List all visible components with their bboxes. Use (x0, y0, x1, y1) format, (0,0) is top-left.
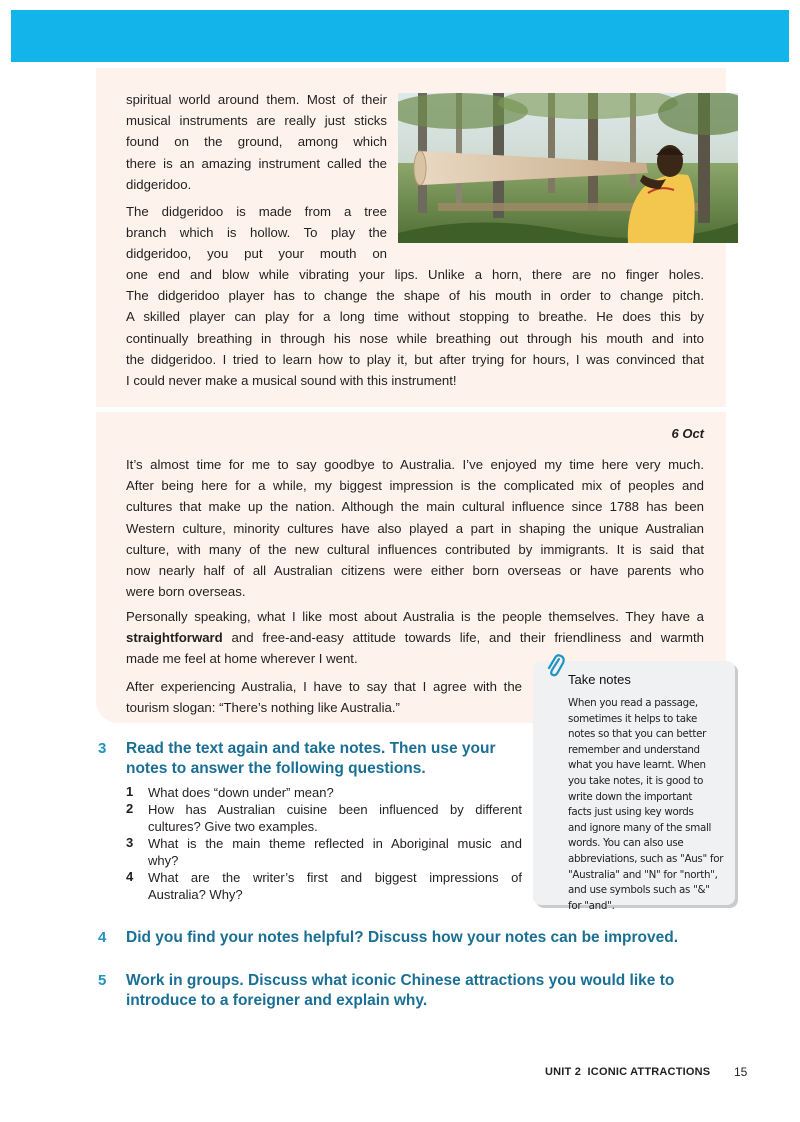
text-line: didgeridoo, you put your mouth on (126, 246, 387, 262)
tip-line: write down the important (568, 790, 693, 803)
text-line: branch which is hollow. To play the (126, 225, 387, 241)
text-line: didgeridoo. (126, 176, 192, 192)
text-line: made me feel at home wherever I went. (126, 651, 358, 667)
heading-line: introduce to a foreigner and explain why. (126, 992, 428, 1009)
text-line: found on the ground, among which (126, 134, 387, 150)
text-line: continually breathing in through his nose while breathing out through his mouth and into (126, 330, 704, 346)
diary-date: 6 Oct (671, 426, 704, 441)
bold-keyword: straightforward (126, 630, 223, 646)
tip-line: sometimes it helps to take (568, 712, 698, 725)
question-line: why? (148, 853, 179, 868)
task-3-heading (126, 739, 496, 779)
tip-title: Take notes (568, 672, 631, 687)
paragraph-didgeridoo-wide (126, 264, 704, 391)
text-line: I could never make a musical sound with this instrument! (126, 373, 457, 389)
tip-line: what you have learnt. When (568, 759, 706, 772)
top-banner (11, 10, 789, 62)
task-5-heading (126, 971, 674, 1011)
tip-line: notes so that you can better (568, 728, 707, 741)
heading-line: Work in groups. Discuss what iconic Chinese attractions you would like to (126, 972, 675, 989)
text-line: one end and blow while vibrating your lips. Unlike a horn, there are no finger holes. (126, 267, 704, 282)
question-line: How has Australian cuisine been influenced by different (148, 802, 522, 817)
tip-line: abbreviations, such as "Aus" for (568, 852, 724, 865)
question-3 (148, 835, 522, 869)
text-line: After experiencing Australia, I have to say that I agree with the (126, 679, 522, 694)
question-2 (148, 801, 522, 835)
paragraph-goodbye (126, 454, 704, 602)
tip-line: for "and". (568, 899, 615, 912)
text-line: After being here for a while, my biggest impression is the complicated mix of peoples and (126, 478, 704, 494)
tip-line: When you read a passage, (568, 697, 698, 709)
text-line: It’s almost time for me to say goodbye to Australia. I’ve enjoyed my time here very much. (126, 457, 704, 472)
tip-line: "Australia" and "N" for "north", (568, 868, 718, 881)
text-line: musical instruments are really just sticks (126, 113, 387, 129)
text-line: A skilled player can play for a long time without stopping to breathe. He does this by (126, 309, 704, 325)
text-line: The didgeridoo is made from a tree (126, 204, 387, 219)
tip-line: you take notes, it is good to (568, 774, 704, 787)
text-line: the didgeridoo. I tried to learn how to play it, but after trying for hours, I was convinced that (126, 351, 704, 367)
question-number: 4 (126, 869, 134, 884)
tip-line: facts just using key words (568, 806, 694, 819)
text-line: The didgeridoo player has to change the shape of his mouth in order to change pitch. (126, 288, 704, 304)
footer-unit-title: UNIT 2 ICONIC ATTRACTIONS (545, 1066, 711, 1078)
tip-line: words. You can also use (568, 837, 684, 850)
task-5-number: 5 (98, 972, 107, 989)
didgeridoo-player-photo (398, 93, 738, 243)
question-number: 3 (126, 835, 134, 850)
text-line: Personally speaking, what I like most about Australia is the people themselves. They have a (126, 609, 704, 624)
tip-line: remember and understand (568, 743, 700, 756)
question-number: 1 (126, 784, 134, 799)
text-line: tourism slogan: “There’s nothing like Australia.” (126, 700, 400, 716)
text-line: Western culture, minority cultures have also played a part in shaping the unique Australian (126, 520, 704, 536)
question-1 (148, 784, 522, 801)
task-4-heading: Did you find your notes helpful? Discuss how your notes can be improved. (126, 929, 679, 946)
heading-line: notes to answer the following questions. (126, 760, 426, 777)
tip-body (568, 696, 726, 914)
paragraph-slogan (126, 676, 522, 718)
task-3-number: 3 (98, 740, 107, 757)
question-line: What is the main theme reflected in Aboriginal music and (148, 836, 522, 851)
tip-line: and use symbols such as "&" (568, 884, 710, 897)
paragraph-didgeridoo-narrow (126, 201, 387, 265)
question-line: Australia? Why? (148, 887, 243, 902)
paperclip-icon (546, 654, 566, 680)
text-line: culture, with many of the new cultural influences contributed by immigrants. It is said that (126, 541, 704, 557)
text-line: were born overseas. (126, 584, 246, 600)
heading-line: Read the text again and take notes. Then use your (126, 740, 496, 757)
text-line: spiritual world around them. Most of their (126, 92, 387, 107)
question-line: cultures? Give two examples. (148, 819, 318, 834)
page-number: 15 (734, 1065, 748, 1079)
paragraph-didgeridoo-intro (126, 89, 387, 195)
text-line: now nearly half of all Australian citizens were either born overseas or have parents who (126, 563, 704, 579)
text-line: there is an amazing instrument called the (126, 155, 387, 171)
text-line: cultures that make up the nation. Although the main cultural influence since 1788 has been (126, 499, 704, 515)
question-4 (148, 869, 522, 903)
question-number: 2 (126, 801, 134, 816)
task-4-number: 4 (98, 929, 107, 946)
tip-line: and ignore many of the small (568, 821, 712, 834)
text-fragment: and free-and-easy attitude towards life, and their friendliness and warmth (222, 630, 704, 646)
question-line: What does “down under” mean? (148, 785, 334, 800)
question-line: What are the writer’s first and biggest impressions of (148, 870, 522, 885)
text-line (126, 627, 704, 648)
